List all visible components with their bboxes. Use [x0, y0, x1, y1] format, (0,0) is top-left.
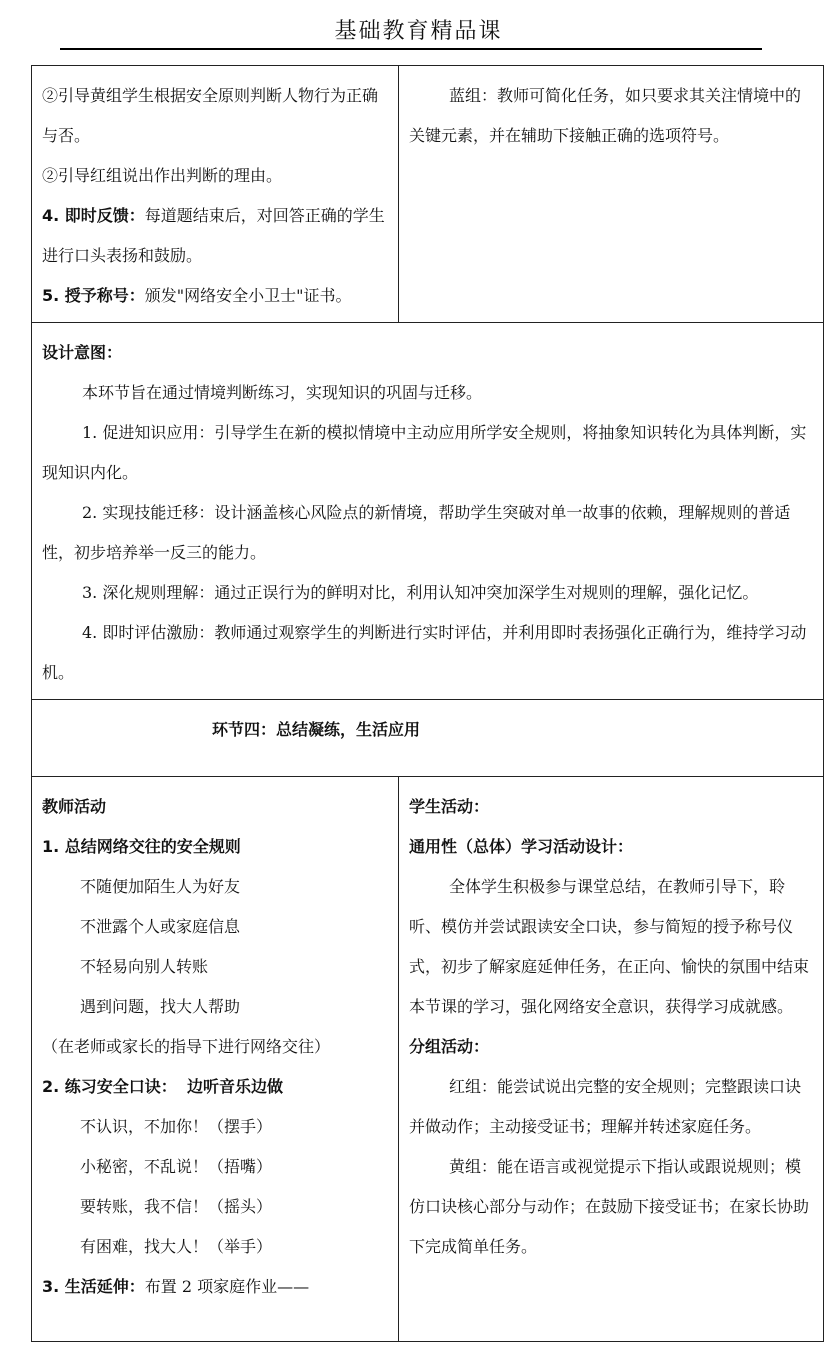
award-label: 5. 授予称号： [42, 286, 145, 305]
feedback-label: 4. 即时反馈： [42, 206, 145, 225]
general-activity-heading: 通用性（总体）学习活动设计： [409, 837, 634, 856]
safety-rules-note: （在老师或家长的指导下进行网络交往） [42, 1037, 331, 1056]
general-activity-text: 全体学生积极参与课堂总结，在教师引导下，聆听、模仿并尝试跟读安全口诀，参与简短的授予称号仪式，初步了解家庭延伸任务，在正向、愉快的氛围中结束本节课的学习，强化网络安全意识，获得学习成就感。 [409, 877, 810, 1016]
yellow-group-text: 黄组：能在语言或视觉提示下指认或跟说规则；模仿口诀核心部分与动作；在鼓励下接受证书；在家长协助下完成简单任务。 [409, 1157, 810, 1256]
teacher-item-3 [42, 1267, 390, 1307]
design-intent-point-1: 1. 促进知识应用：引导学生在新的模拟情境中主动应用所学安全规则，将抽象知识转化为具体判断，实现知识内化。 [42, 423, 807, 482]
feedback-text: 每道题结束后，对回答正确的学生进行口头表扬和鼓励。 [42, 206, 385, 265]
chant-line-2: 小秘密，不乱说！（捂嘴） [80, 1157, 273, 1176]
header-divider [60, 48, 762, 50]
guidance-line-2: ②引导红组说出作出判断的理由。 [42, 166, 283, 185]
cell-student-activity [399, 777, 824, 1342]
cell-stage-title [32, 700, 824, 777]
chant-line-3: 要转账，我不信！（摇头） [80, 1197, 273, 1216]
table-row-activities [32, 777, 824, 1342]
teacher-activity-heading: 教师活动 [42, 797, 107, 816]
design-intent-point-2: 2. 实现技能迁移：设计涵盖核心风险点的新情境，帮助学生突破对单一故事的依赖，理解规则的普适性，初步培养举一反三的能力。 [42, 503, 791, 562]
safety-rule-3: 不轻易向别人转账 [80, 957, 209, 976]
design-intent-heading: 设计意图： [42, 343, 123, 362]
teacher-item-1: 1. 总结网络交往的安全规则 [42, 837, 241, 856]
design-intent-point-3: 3. 深化规则理解：通过正误行为的鲜明对比，利用认知冲突加深学生对规则的理解，强化记忆。 [82, 583, 759, 602]
stage-title: 环节四：总结凝练，生活应用 [212, 720, 421, 739]
cell-teacher-activity [32, 777, 399, 1342]
feedback-item [42, 196, 390, 276]
extension-text: 布置 2 项家庭作业—— [144, 1277, 310, 1296]
red-group-text: 红组：能尝试说出完整的安全规则；完整跟读口诀并做动作；主动接受证书；理解并转述家庭任务。 [409, 1077, 802, 1136]
cell-guidance-left [32, 66, 399, 323]
table-row-stage-title [32, 700, 824, 777]
table-row-design-intent [32, 323, 824, 700]
chant-line-4: 有困难，找大人！（举手） [80, 1237, 273, 1256]
extension-label: 3. 生活延伸： [42, 1277, 145, 1296]
design-intent-point-4: 4. 即时评估激励：教师通过观察学生的判断进行实时评估，并利用即时表扬强化正确行为，维持学习动机。 [42, 623, 807, 682]
award-item [42, 276, 390, 316]
safety-rule-2: 不泄露个人或家庭信息 [80, 917, 241, 936]
safety-rule-4: 遇到问题，找大人帮助 [80, 997, 241, 1016]
blue-group-text: 蓝组：教师可简化任务，如只要求其关注情境中的关键元素，并在辅助下接触正确的选项符号。 [409, 86, 802, 145]
student-activity-heading: 学生活动： [409, 797, 490, 816]
page-header-title: 基础教育精品课 [334, 19, 503, 44]
cell-design-intent [32, 323, 824, 700]
safety-rule-1: 不随便加陌生人为好友 [80, 877, 241, 896]
chant-label: 2. 练习安全口诀： [42, 1077, 177, 1096]
guidance-line-1: ②引导黄组学生根据安全原则判断人物行为正确与否。 [42, 86, 379, 145]
award-text: 颁发"网络安全小卫士"证书。 [144, 286, 352, 305]
cell-guidance-right [399, 66, 824, 323]
chant-extra: 边听音乐边做 [186, 1077, 283, 1096]
teacher-item-2 [42, 1067, 390, 1107]
design-intent-intro: 本环节旨在通过情境判断练习，实现知识的巩固与迁移。 [82, 383, 483, 402]
chant-line-1: 不认识，不加你！（摆手） [80, 1117, 273, 1136]
lesson-plan-table [31, 65, 824, 1342]
table-row-group-guidance [32, 66, 824, 323]
group-activity-heading: 分组活动： [409, 1037, 490, 1056]
